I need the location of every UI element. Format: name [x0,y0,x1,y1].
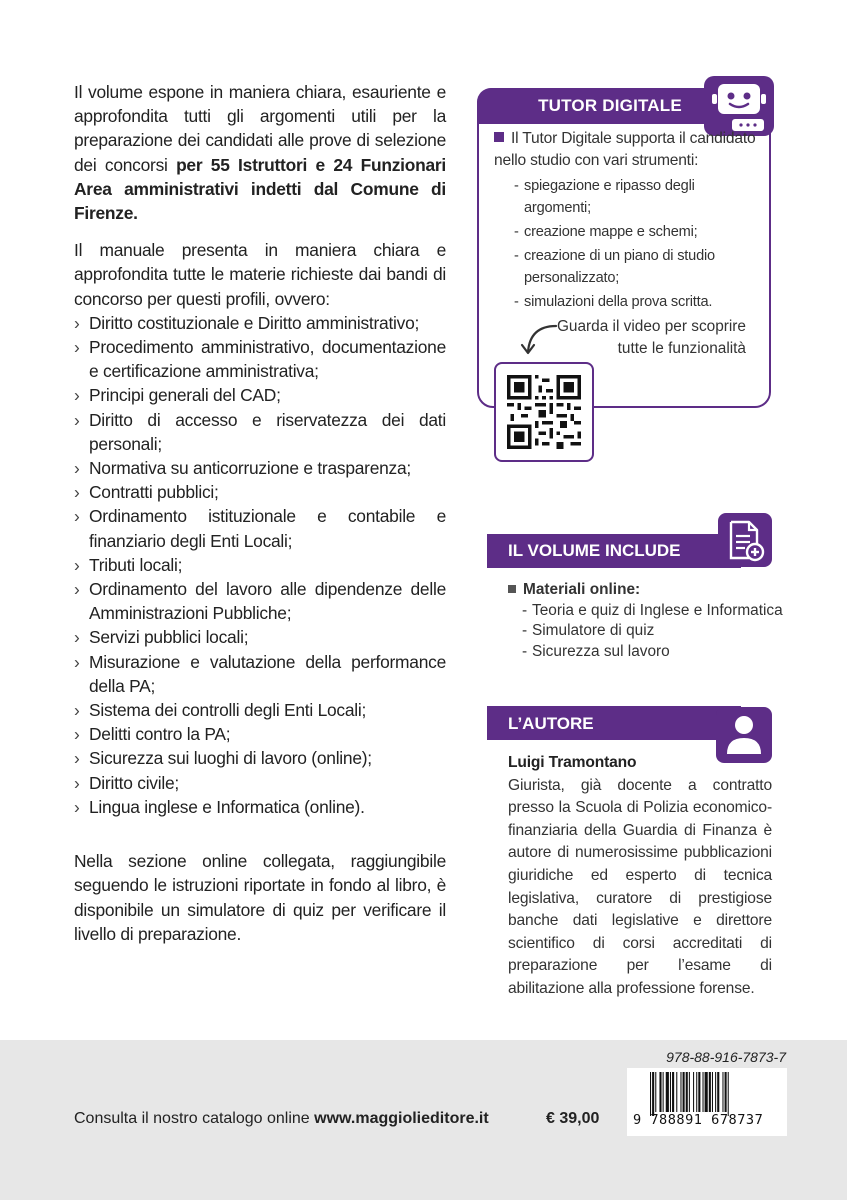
catalog-text: Consulta il nostro catalogo online [74,1110,315,1127]
topics-list [74,311,446,819]
volume-item: - Teoria e quiz di Inglese e Informatica [522,601,788,622]
barcode-box [627,1068,787,1136]
volume-item: - Simulatore di quiz [522,621,788,642]
user-icon [724,714,764,756]
video-cta[interactable] [548,316,746,359]
topic-item: › Diritto di accesso e riservatezza dei dati personali; [74,408,446,456]
topic-item: › Delitti contro la PA; [74,722,446,746]
volume-heading-line [508,580,788,601]
topic-item: › Procedimento amministrativo, documentazione e certificazione amministrativa; [74,335,446,383]
tutor-feature-item: - simulazioni della prova scritta. [514,291,756,313]
tutor-content [494,128,756,315]
tutor-intro: Il Tutor Digitale supporta il candidato nello studio con vari strumenti: [494,130,756,170]
topic-item: › Ordinamento del lavoro alle dipendenze delle Amministrazioni Pubbliche; [74,577,446,625]
document-plus-icon [723,518,767,562]
volume-content [508,580,788,662]
volume-list [508,601,788,663]
video-cta-line-1: Guarda il video per scoprire [556,318,746,335]
topic-item: › Principi generali del CAD; [74,383,446,407]
volume-heading: Materiali online: [523,581,641,598]
intro-bold-text: per 55 Istruttori e 24 Funzionari Area amministrativi indetti dal Comune di Firenze. [74,154,446,224]
isbn-label: 978-88-916-7873-7 [666,1049,786,1065]
barcode-number: 9 788891 678737 [633,1112,764,1128]
topic-item: › Sistema dei controlli degli Enti Locali; [74,698,446,722]
topic-item: › Ordinamento istituzionale e contabile e finanziario degli Enti Locali; [74,504,446,552]
author-name: Luigi Tramontano [508,754,637,771]
topic-item: › Diritto civile; [74,771,446,795]
bullet-square-icon [508,585,516,593]
intro-text: Il volume espone in maniera chiara, esauriente e approfondita tutti gli argomenti utili per la preparazione dei candidati alle prove di selezione dei concorsi [74,82,446,175]
catalog-link[interactable]: www.maggiolieditore.it [314,1110,489,1127]
tutor-feature-item: - creazione di un piano di studio personalizzato; [514,245,756,289]
author-bio: Giurista, già docente a contratto presso la Scuola di Polizia economico-finanziaria della Guardia di Finanza è autore di numerosissime pubblicazioni giuridiche ed esperto di tecnica legislativa, curatore di prestigiose banche dati legislative e direttore scientifico di corsi accreditati di preparazione per l’esame di abilitazione alla professione forense. [508,776,772,997]
topic-item: › Tributi locali; [74,553,446,577]
topic-item: › Servizi pubblici locali; [74,625,446,649]
tutor-title: TUTOR DIGITALE [538,96,682,115]
tutor-intro-line [494,128,756,173]
author-title: L’AUTORE [508,714,594,733]
topic-item: › Lingua inglese e Informatica (online). [74,795,446,819]
topic-item: › Diritto costituzionale e Diritto amministrativo; [74,311,446,335]
intro-paragraph [74,80,446,225]
topic-item: › Normativa su anticorruzione e trasparenza; [74,456,446,480]
tutor-features-list [494,175,756,313]
topic-item: › Misurazione e valutazione della performance della PA; [74,650,446,698]
video-cta-line-2: tutte le funzionalità [617,339,746,357]
price-label: € 39,00 [546,1110,600,1127]
volume-title: IL VOLUME INCLUDE [508,541,681,560]
qr-code-frame[interactable] [494,362,594,462]
tutor-feature-item: - creazione mappe e schemi; [514,221,756,243]
manual-intro: Il manuale presenta in maniera chiara e approfondita tutte le materie richieste dai bandi di concorso per questi profili, ovvero: [74,240,446,309]
topic-item: › Sicurezza sui luoghi di lavoro (online); [74,746,446,770]
qr-code-icon[interactable] [507,375,581,449]
barcode-icon [649,1072,783,1116]
catalog-line [74,1110,489,1128]
volume-item: - Sicurezza sul lavoro [522,642,788,663]
online-note: Nella sezione online collegata, raggiungibile seguendo le istruzioni riportate in fondo al libro, è disponibile un simulatore di quiz per verificare il livello di preparazione. [74,851,446,944]
bullet-square-icon [494,132,504,142]
author-content [508,752,772,1001]
tutor-feature-item: - spiegazione e ripasso degli argomenti; [514,175,756,219]
description-column [74,80,446,946]
topic-item: › Contratti pubblici; [74,480,446,504]
